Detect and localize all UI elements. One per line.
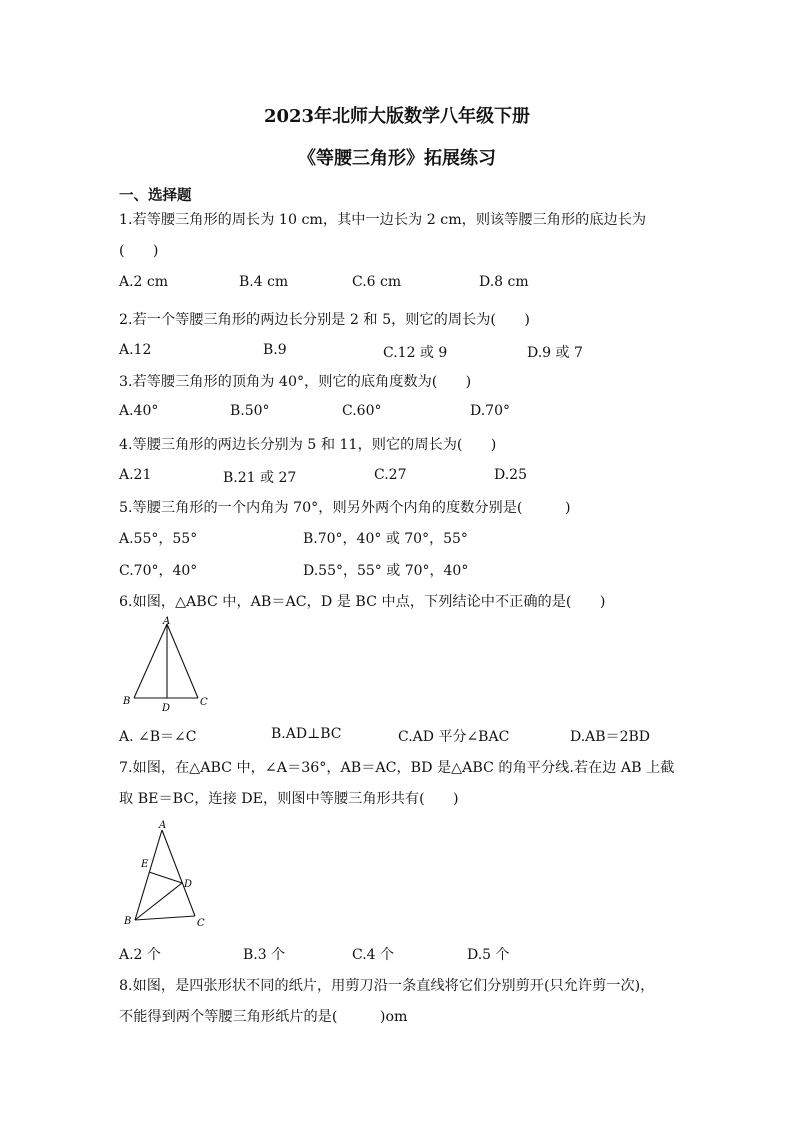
question-1-option-c: C.6 cm: [352, 274, 402, 290]
question-7-option-c: C.4 个: [352, 947, 395, 963]
question-7-option-b: B.3 个: [243, 947, 286, 963]
question-6-option-c: C.AD 平分∠BAC: [398, 729, 510, 745]
question-5-option-c: C.70°，40°: [119, 563, 198, 579]
figure6-label-a: A: [163, 616, 171, 627]
question-4-option-d: D.25: [494, 467, 527, 483]
figure6-label-b: B: [123, 696, 131, 707]
question-3-option-d: D.70°: [470, 403, 510, 419]
figure6-label-c: C: [200, 697, 208, 708]
figure6-label-d: D: [162, 703, 171, 714]
question-5-option-d: D.55°，55° 或 70°，40°: [303, 563, 469, 579]
question-5-option-b: B.70°，40° 或 70°，55°: [303, 531, 468, 547]
question-6-figure: [118, 614, 218, 714]
question-6-stem: 6.如图，△ABC 中，AB＝AC，D 是 BC 中点，下列结论中不正确的是( ): [119, 594, 606, 610]
question-2-option-d: D.9 或 7: [527, 345, 583, 361]
question-4-stem: 4.等腰三角形的两边长分别为 5 和 11，则它的周长为( ): [119, 437, 497, 453]
question-4-option-c: C.27: [374, 467, 407, 483]
question-3-option-a: A.40°: [119, 403, 159, 419]
question-1-stem-line-2: ( ): [119, 243, 159, 259]
question-6-option-b: B.AD⊥BC: [271, 726, 342, 742]
figure7-label-a: A: [159, 820, 167, 831]
question-2-option-c: C.12 或 9: [383, 345, 448, 361]
figure7-label-e: E: [141, 859, 149, 870]
question-5-stem: 5.等腰三角形的一个内角为 70°，则另外两个内角的度数分别是( ): [119, 500, 571, 516]
question-6-option-d: D.AB＝2BD: [570, 729, 650, 745]
section-heading: 一、选择题: [119, 187, 192, 204]
question-4-option-a: A.21: [119, 467, 152, 483]
question-6-option-a: A. ∠B＝∠C: [119, 729, 197, 745]
figure7-label-b: B: [124, 916, 132, 927]
question-7-stem-line-2: 取 BE＝BC，连接 DE，则图中等腰三角形共有( ): [119, 791, 459, 807]
question-8-stem-line-2: 不能得到两个等腰三角形纸片的是( )om: [119, 1009, 408, 1025]
question-7-stem-line-1: 7.如图，在△ABC 中，∠A＝36°，AB＝AC，BD 是△ABC 的角平分线.若在边 AB 上截: [119, 760, 675, 776]
question-2-stem: 2.若一个等腰三角形的两边长分别是 2 和 5，则它的周长为( ): [119, 312, 530, 328]
question-7-option-d: D.5 个: [467, 947, 510, 963]
question-7-figure: [118, 816, 218, 931]
question-4-option-b: B.21 或 27: [223, 470, 297, 486]
question-5-option-a: A.55°，55°: [119, 531, 198, 547]
document-title: 2023年北师大版数学八年级下册: [263, 106, 531, 127]
question-3-option-b: B.50°: [230, 403, 270, 419]
question-1-option-d: D.8 cm: [479, 274, 529, 290]
question-3-stem: 3.若等腰三角形的顶角为 40°，则它的底角度数为( ): [119, 374, 472, 390]
question-2-option-a: A.12: [119, 342, 152, 358]
question-3-option-c: C.60°: [342, 403, 382, 419]
question-1-option-b: B.4 cm: [239, 274, 289, 290]
question-7-option-a: A.2 个: [119, 947, 161, 963]
figure7-label-c: C: [197, 918, 205, 929]
question-2-option-b: B.9: [263, 342, 287, 358]
question-1-stem-line-1: 1.若等腰三角形的周长为 10 cm，其中一边长为 2 cm，则该等腰三角形的底边长为: [119, 212, 647, 228]
document-subtitle: 《等腰三角形》拓展练习: [298, 148, 496, 169]
figure7-label-d: D: [184, 879, 193, 890]
question-1-option-a: A.2 cm: [119, 274, 169, 290]
question-8-stem-line-1: 8.如图，是四张形状不同的纸片，用剪刀沿一条直线将它们分别剪开(只允许剪一次)，: [119, 978, 655, 994]
